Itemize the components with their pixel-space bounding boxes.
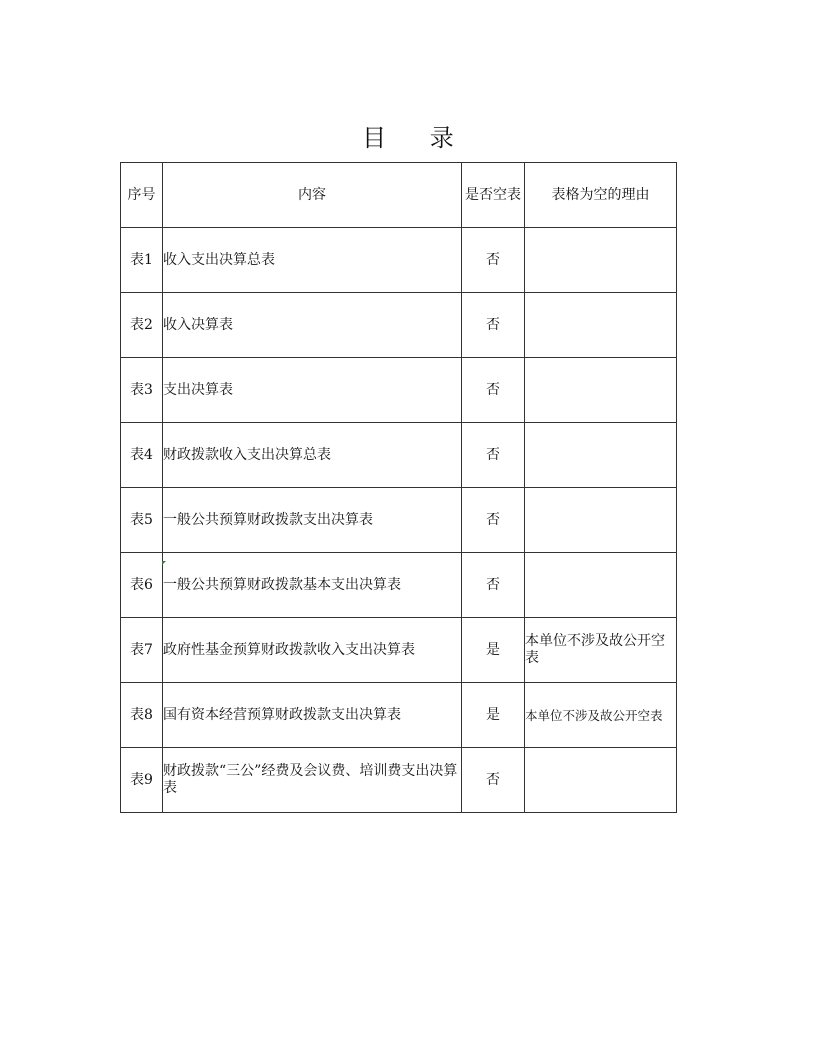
row-reason: 本单位不涉及故公开空表 xyxy=(525,618,677,683)
row-reason xyxy=(525,423,677,488)
table-row xyxy=(121,423,677,488)
table-row xyxy=(121,293,677,358)
row-content: 收入支出决算总表 xyxy=(163,228,462,293)
row-no: 表2 xyxy=(121,293,163,358)
toc-table xyxy=(120,162,677,813)
row-is-empty: 否 xyxy=(462,228,525,293)
row-is-empty: 否 xyxy=(462,423,525,488)
row-is-empty: 否 xyxy=(462,488,525,553)
row-content: 财政拨款收入支出决算总表 xyxy=(163,423,462,488)
row-is-empty: 否 xyxy=(462,553,525,618)
row-is-empty: 否 xyxy=(462,358,525,423)
row-no: 表7 xyxy=(121,618,163,683)
row-no: 表8 xyxy=(121,683,163,748)
table-row xyxy=(121,228,677,293)
table-row xyxy=(121,488,677,553)
row-is-empty: 是 xyxy=(462,618,525,683)
row-content: 支出决算表 xyxy=(163,358,462,423)
row-is-empty: 否 xyxy=(462,748,525,813)
row-reason xyxy=(525,358,677,423)
row-no: 表1 xyxy=(121,228,163,293)
row-no: 表4 xyxy=(121,423,163,488)
row-reason: 本单位不涉及故公开空表 xyxy=(525,683,677,748)
row-is-empty: 否 xyxy=(462,293,525,358)
row-no: 表6 xyxy=(121,553,163,618)
row-reason xyxy=(525,488,677,553)
row-content: 政府性基金预算财政拨款收入支出决算表 xyxy=(163,618,462,683)
row-content: 国有资本经营预算财政拨款支出决算表 xyxy=(163,683,462,748)
row-reason xyxy=(525,748,677,813)
row-reason xyxy=(525,553,677,618)
row-content: 一般公共预算财政拨款基本支出决算表 xyxy=(163,553,462,618)
row-content: 财政拨款“三公”经费及会议费、培训费支出决算表 xyxy=(163,748,462,813)
table-row xyxy=(121,748,677,813)
row-reason xyxy=(525,228,677,293)
header-content: 内容 xyxy=(163,163,462,228)
row-reason xyxy=(525,293,677,358)
row-content: 收入决算表 xyxy=(163,293,462,358)
header-is-empty: 是否空表 xyxy=(462,163,525,228)
row-content: 一般公共预算财政拨款支出决算表 xyxy=(163,488,462,553)
table-row xyxy=(121,618,677,683)
row-no: 表3 xyxy=(121,358,163,423)
header-no: 序号 xyxy=(121,163,163,228)
row-no: 表9 xyxy=(121,748,163,813)
table-row xyxy=(121,358,677,423)
table-header-row xyxy=(121,163,677,228)
row-is-empty: 是 xyxy=(462,683,525,748)
page-title: 目 录 xyxy=(362,124,472,152)
table-row xyxy=(121,683,677,748)
cell-comment-marker xyxy=(162,561,166,565)
table-row xyxy=(121,553,677,618)
row-no: 表5 xyxy=(121,488,163,553)
header-reason: 表格为空的理由 xyxy=(525,163,677,228)
